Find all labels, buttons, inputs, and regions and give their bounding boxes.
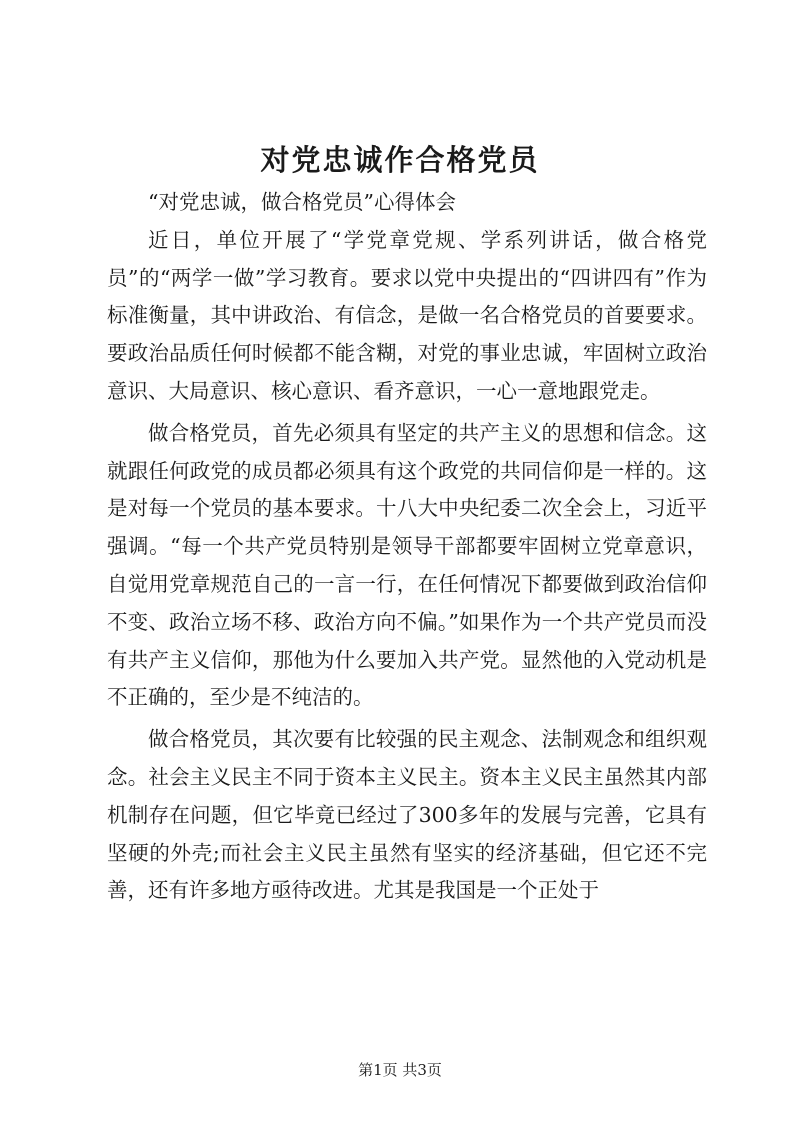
paragraph-1: 近日，单位开展了“学党章党规、学系列讲话，做合格党员”的“两学一做”学习教育。要求以党中央提出的“四讲四有”作为标准衡量，其中讲政治、有信念，是做一名合格党员的首要要求。要政治品质任何时候都不能含糊，对党的事业忠诚，牢固树立政治意识、大局意识、核心意识、看齐意识，一心一意地跟党走。 [107,227,707,403]
paragraph-3: 做合格党员，其次要有比较强的民主观念、法制观念和组织观念。社会主义民主不同于资本主义民主。资本主义民主虽然其内部机制存在问题，但它毕竟已经过了300多年的发展与完善，它具有坚硬的外壳;而社会主义民主虽然有坚实的经济基础，但它还不完善，还有许多地方亟待改进。尤其是我国是一个正处于 [107,727,707,903]
document-body [107,184,707,910]
page-footer: 第1页 共3页 [358,1061,442,1079]
paragraph-2: 做合格党员，首先必须具有坚定的共产主义的思想和信念。这就跟任何政党的成员都必须具有这个政党的共同信仰是一样的。这是对每一个党员的基本要求。十八大中央纪委二次全会上，习近平强调。“每一个共产党员特别是领导干部都要牢固树立党章意识，自觉用党章规范自己的一言一行，在任何情况下都要做到政治信仰不变、政治立场不移、政治方向不偏。”如果作为一个共产党员而没有共产主义信仰，那他为什么要加入共产党。显然他的入党动机是不正确的，至少是不纯洁的。 [107,420,707,710]
document-title: 对党忠诚作合格党员 [260,143,540,177]
subtitle: “对党忠诚，做合格党员”心得体会 [148,190,456,214]
